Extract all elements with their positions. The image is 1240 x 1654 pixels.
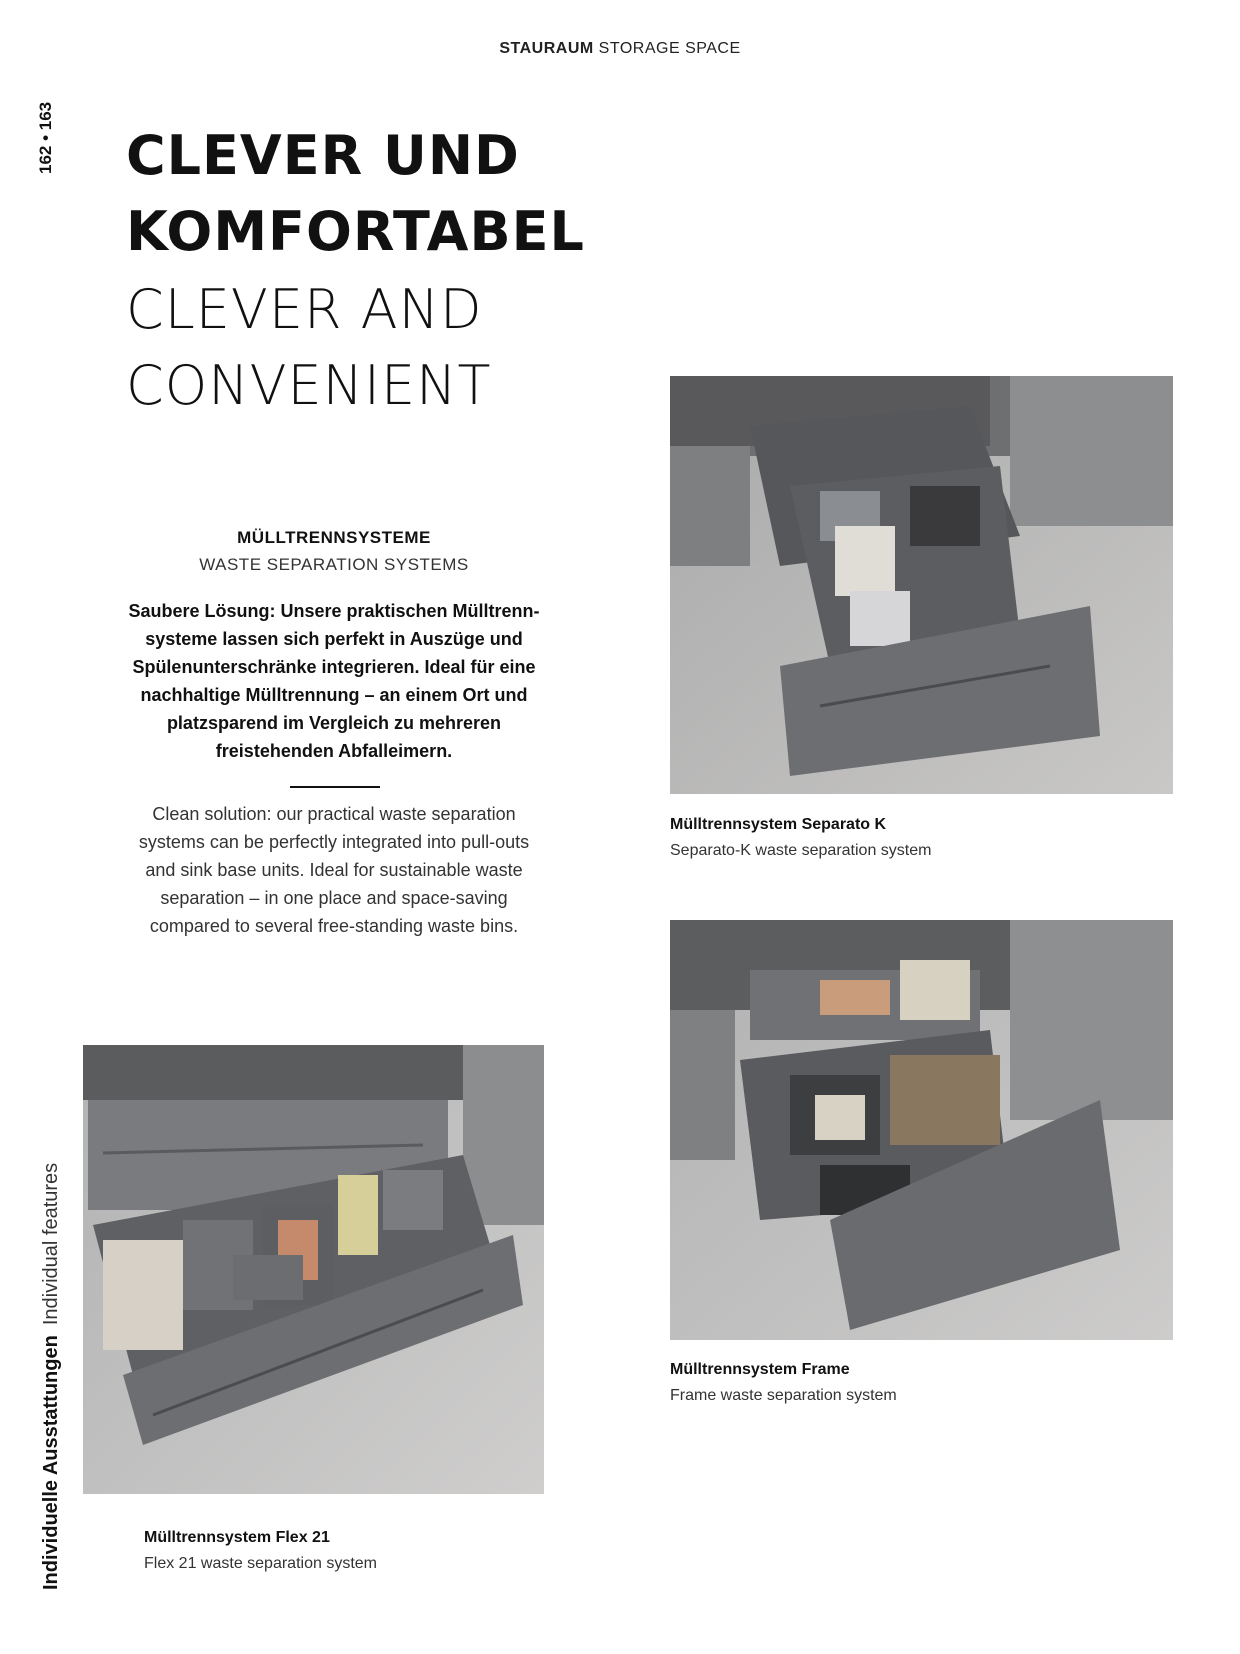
section-header	[0, 40, 1240, 58]
section-body-de: Saubere Lösung: Unsere praktischen Mülltrenn-systeme lassen sich perfekt in Auszüge und Spülenunterschränke integrieren. Ideal für eine nachhaltige Mülltrennung – an einem Ort und platzsparend im Vergleich zu mehreren freistehenden Abfalleimern.	[128, 601, 540, 761]
caption-frame-en: Frame waste separation system	[670, 1387, 897, 1404]
title-de-line1: CLEVER UND	[126, 124, 520, 187]
photo-flex-21-illustration	[83, 1045, 544, 1494]
caption-frame-de: Mülltrennsystem Frame	[670, 1361, 850, 1378]
section-heading-de: MÜLLTRENNSYSTEME	[237, 528, 431, 547]
title-de-line2: KOMFORTABEL	[126, 200, 585, 263]
section-header-light: STORAGE SPACE	[598, 40, 741, 57]
photo-separato-k-illustration	[670, 376, 1173, 794]
title-en-line2: CONVENIENT	[126, 354, 492, 417]
divider	[290, 786, 380, 788]
photo-frame-illustration	[670, 920, 1173, 1340]
photo-flex-21	[83, 1045, 544, 1494]
caption-flex-21-de: Mülltrennsystem Flex 21	[144, 1529, 330, 1546]
page-title-de	[126, 118, 646, 270]
page-title-en	[126, 272, 646, 424]
caption-separato-k-de: Mülltrennsystem Separato K	[670, 816, 887, 833]
page-numbers	[28, 84, 68, 174]
photo-separato-k	[670, 376, 1173, 794]
side-label-de: Individuelle Ausstattungen	[40, 1335, 62, 1590]
page-numbers-text: 162 • 163	[36, 101, 55, 174]
section-body-en: Clean solution: our practical waste separation systems can be perfectly integrated into pull-outs and sink base units. Ideal for sustainable waste separation – in one place and space-saving compared to several free-standing waste bins.	[138, 804, 530, 936]
caption-flex-21-en: Flex 21 waste separation system	[144, 1555, 377, 1572]
section-header-bold: STAURAUM	[499, 40, 594, 57]
caption-separato-k-en: Separato-K waste separation system	[670, 842, 932, 859]
title-en-line1: CLEVER AND	[126, 278, 483, 341]
photo-frame	[670, 920, 1173, 1340]
side-label	[40, 1162, 80, 1590]
section-heading-en: WASTE SEPARATION SYSTEMS	[199, 555, 469, 574]
side-label-en: Individual features	[40, 1162, 62, 1326]
